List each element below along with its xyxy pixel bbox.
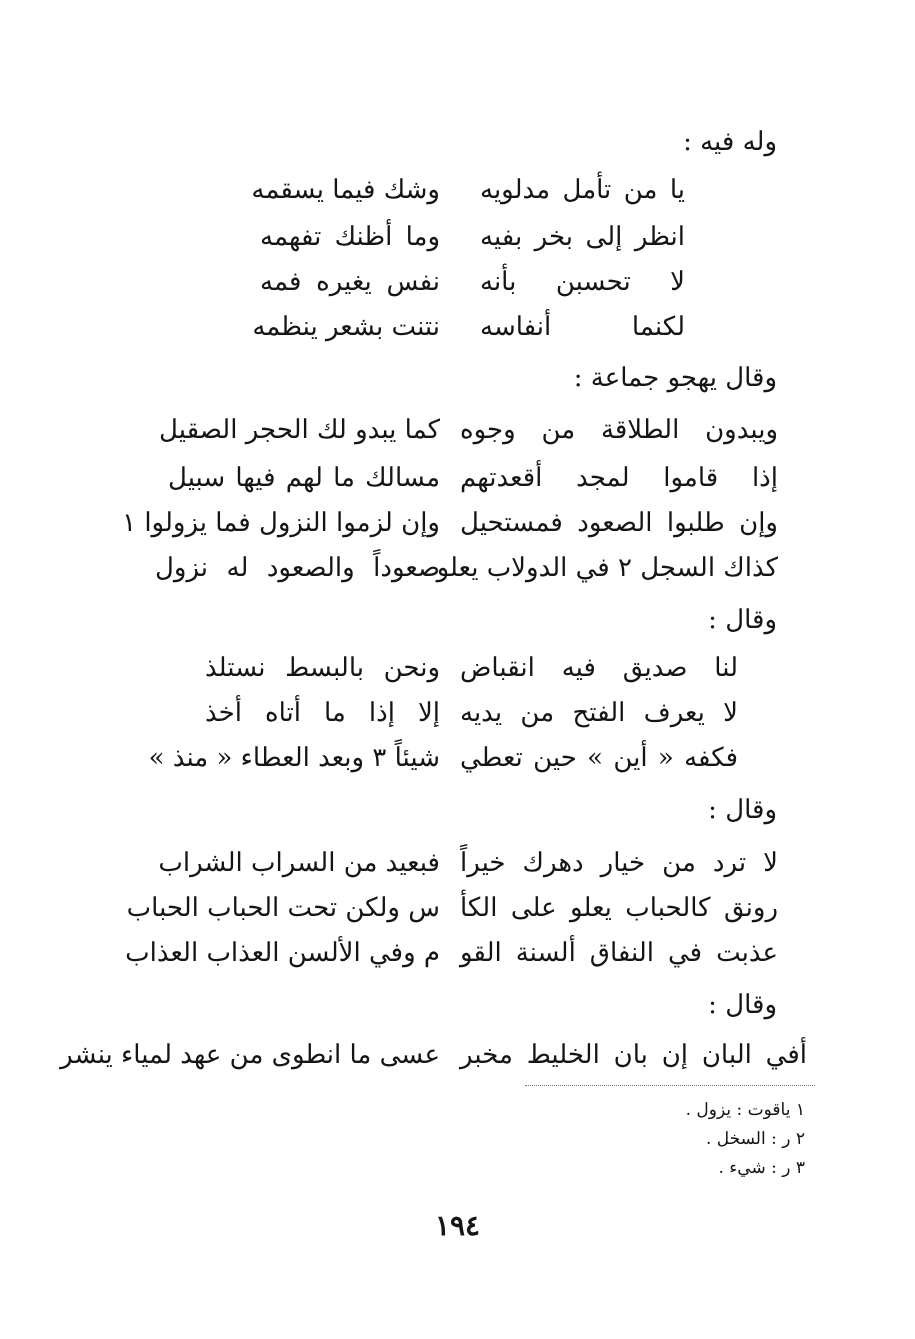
verse-second-hemistich: وشك فيما يسقمه	[251, 175, 440, 205]
verse-first-hemistich: لا ترد من خيار دهرك خيراً	[460, 848, 778, 878]
verse-second-hemistich: إلا إذا ما أتاه أخذ	[205, 698, 440, 728]
footnote-divider	[525, 1085, 815, 1086]
verse-first-hemistich: لنا صديق فيه انقباض	[460, 653, 738, 683]
verse-first-hemistich: فكفه « أين » حين تعطي	[460, 743, 738, 773]
verse-first-hemistich: وإن طلبوا الصعود فمستحيل	[460, 508, 778, 538]
verse-first-hemistich: إذا قاموا لمجد أقعدتهم	[460, 463, 778, 493]
verse-first-hemistich: لا يعرف الفتح من يديه	[460, 698, 738, 728]
verse-second-hemistich: شيئاً ٣ وبعد العطاء « منذ »	[148, 743, 440, 773]
verse-second-hemistich: وإن لزموا النزول فما يزولوا ١	[122, 508, 440, 538]
verse-second-hemistich: نفس يغيره فمه	[260, 267, 440, 297]
footnote: ٢ ر : السخل .	[705, 1129, 805, 1149]
verse-first-hemistich: كذاك السجل ٢ في الدولاب يعلو	[436, 553, 778, 583]
verse-second-hemistich: كما يبدو لك الحجر الصقيل	[159, 415, 440, 445]
verse-first-hemistich: انظر إلى بخر بفيه	[480, 222, 685, 252]
verse-first-hemistich: أفي البان إن بان الخليط مخبر	[460, 1040, 807, 1070]
verse-second-hemistich: م وفي الألسن العذاب العذاب	[125, 938, 440, 968]
section-heading: وقال يهجو جماعة :	[573, 363, 777, 393]
verse-second-hemistich: ونحن بالبسط نستلذ	[205, 653, 440, 683]
page-number: ١٩٤	[434, 1209, 481, 1242]
verse-first-hemistich: يا من تأمل مدلويه	[480, 175, 685, 205]
verse-second-hemistich: مسالك ما لهم فيها سبيل	[168, 463, 440, 493]
footnote: ٣ ر : شيء .	[718, 1158, 805, 1178]
verse-second-hemistich: عسى ما انطوى من عهد لمياء ينشر	[60, 1040, 440, 1070]
section-heading: وله فيه :	[683, 127, 777, 157]
verse-first-hemistich: لكنما أنفاسه	[480, 312, 685, 342]
verse-second-hemistich: س ولكن تحت الحباب الحباب	[126, 893, 440, 923]
verse-first-hemistich: عذبت في النفاق ألسنة القو	[460, 938, 778, 968]
section-heading: وقال :	[708, 795, 777, 825]
verse-second-hemistich: صعوداً والصعود له نزول	[155, 553, 440, 583]
verse-second-hemistich: فبعيد من السراب الشراب	[158, 848, 440, 878]
verse-second-hemistich: نتنت بشعر ينظمه	[252, 312, 440, 342]
verse-first-hemistich: ويبدون الطلاقة من وجوه	[460, 415, 778, 445]
section-heading: وقال :	[708, 605, 777, 635]
verse-first-hemistich: رونق كالحباب يعلو على الكأ	[460, 893, 778, 923]
section-heading: وقال :	[708, 990, 777, 1020]
verse-second-hemistich: وما أظنك تفهمه	[260, 222, 440, 252]
verse-first-hemistich: لا تحسبن بأنه	[480, 267, 685, 297]
footnote: ١ ياقوت : يزول .	[685, 1100, 805, 1120]
